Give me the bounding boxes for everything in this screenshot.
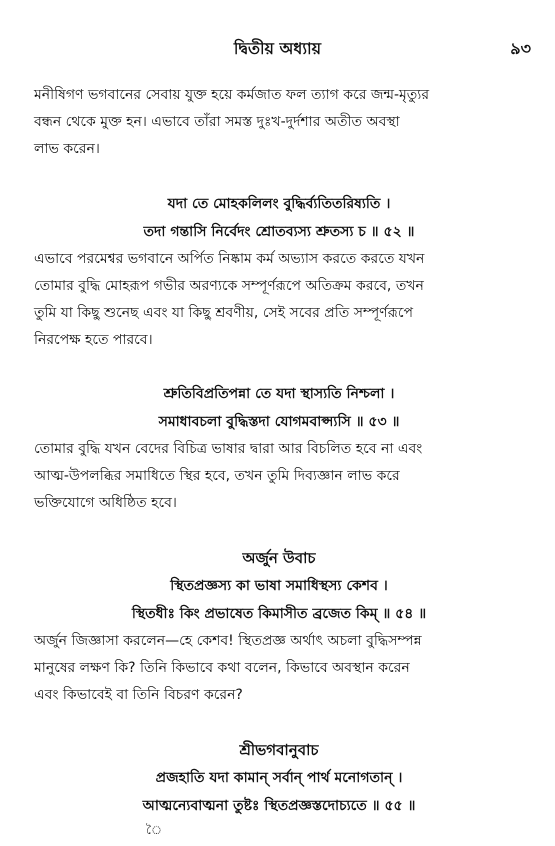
- speaker-heading-54: অর্জুন উবাচ: [242, 549, 316, 567]
- verse-line: সমাধাবচলা বুদ্ধিস্তদা যোগমবাপ্স্যসি ॥ ৫৩ ॥: [158, 414, 400, 430]
- verse-53: [34, 380, 524, 436]
- translation-paragraph-52: [34, 246, 524, 354]
- purport-paragraph-1: [34, 82, 524, 163]
- text-line: ভক্তিযোগে অধিষ্ঠিত হবে।: [34, 495, 177, 511]
- text-line: তোমার বুদ্ধি যখন বেদের বিচিত্র ভাষার দ্বারা আর বিচলিত হবে না এবং: [34, 441, 423, 457]
- translation-paragraph-54: [34, 628, 524, 709]
- text-line: মানুষের লক্ষণ কি? তিনি কিভাবে কথা বলেন, কিভাবে অবস্থান করেন: [34, 660, 410, 676]
- text-line: এবং কিভাবেই বা তিনি বিচরণ করেন?: [34, 687, 243, 703]
- translation-paragraph-53: [34, 436, 524, 517]
- verse-54: [34, 572, 524, 628]
- text-line: তোমার বুদ্ধি মোহরূপ গভীর অরণ্যকে সম্পূর্ণরূপে অতিক্রম করবে, তখন: [34, 278, 424, 294]
- chapter-title: দ্বিতীয় অধ্যায়: [233, 39, 322, 58]
- text-line: মনীষিগণ ভগবানের সেবায় যুক্ত হয়ে কর্মজাত ফল ত্যাগ করে জন্ম-মৃত্যুর: [34, 87, 430, 103]
- verse-line: স্থিতপ্রজ্ঞস্য কা ভাষা সমাধিস্থস্য কেশব ।: [170, 578, 388, 594]
- page-header: [0, 36, 555, 58]
- text-line: তুমি যা কিছু শুনেছ এবং যা কিছু শ্রবণীয়, সেই সবের প্রতি সম্পূর্ণরূপে: [34, 305, 413, 321]
- verse-55: [34, 764, 524, 820]
- stray-print-mark: ৈ: [146, 823, 163, 837]
- text-line: অর্জুন জিজ্ঞাসা করলেন—হে কেশব! স্থিতপ্রজ্ঞ অর্থাৎ অচলা বুদ্ধিসম্পন্ন: [34, 633, 422, 649]
- verse-52: [34, 190, 524, 246]
- page-number: ৯৩: [510, 39, 531, 58]
- verse-line: তদা গন্তাসি নির্বেদং শ্রোতব্যস্য শ্রুতস্য চ ॥ ৫২ ॥: [143, 224, 415, 240]
- verse-line: শ্রুতিবিপ্রতিপন্না তে যদা স্থাস্যতি নিশ্চলা ।: [163, 386, 395, 402]
- text-line: বন্ধন থেকে মুক্ত হন। এভাবে তাঁরা সমস্ত দুঃখ-দুর্দশার অতীত অবস্থা: [34, 114, 400, 130]
- verse-line: যদা তে মোহকলিলং বুদ্ধির্ব্যতিতরিষ্যতি ।: [167, 196, 391, 212]
- verse-line: আত্মন্যেবাত্মনা তুষ্টঃ স্থিতপ্রজ্ঞস্তদোচ্যতে ॥ ৫৫ ॥: [142, 798, 416, 814]
- text-line: নিরপেক্ষ হতে পারবে।: [34, 332, 153, 348]
- verse-line: স্থিতধীঃ কিং প্রভাষেত কিমাসীত ব্রজেত কিম্ ॥ ৫৪ ॥: [131, 606, 427, 622]
- text-line: এভাবে পরমেশ্বর ভগবানে অর্পিত নিষ্কাম কর্ম অভ্যাস করতে করতে যখন: [34, 251, 425, 267]
- text-line: লাভ করেন।: [34, 141, 100, 157]
- verse-line: প্রজহাতি যদা কামান্ সর্বান্ পার্থ মনোগতান্ ।: [155, 770, 403, 786]
- speaker-heading-55: শ্রীভগবানুবাচ: [239, 741, 319, 759]
- text-line: আত্ম-উপলব্ধির সমাধিতে স্থির হবে, তখন তুমি দিব্যজ্ঞান লাভ করে: [34, 468, 400, 484]
